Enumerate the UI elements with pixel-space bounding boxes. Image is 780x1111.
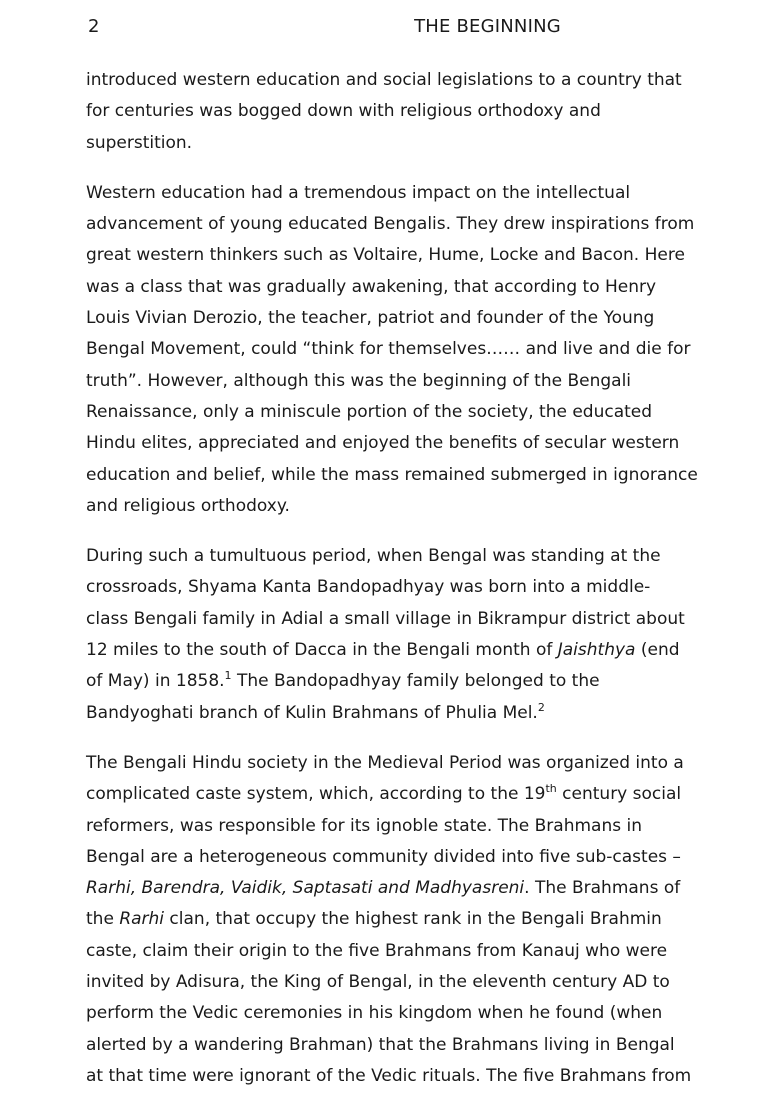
running-title: THE BEGINNING	[414, 16, 561, 37]
text-run: The Bandopadhyay family belonged to the	[231, 671, 600, 692]
text-line	[86, 666, 716, 697]
superscript: th	[545, 782, 557, 796]
italic-term: Rarhi	[119, 909, 165, 930]
text-line: Bengal are a heterogeneous community divided into five sub-castes –	[86, 846, 681, 867]
text-run: Bandyoghati branch of Kulin Brahmans of Phulia Mel.	[86, 702, 538, 723]
text-line	[86, 904, 716, 935]
footnote-ref: 1	[224, 669, 232, 683]
text-line: reformers, was responsible for its ignoble state. The Brahmans in	[86, 815, 643, 836]
text-line	[86, 873, 716, 904]
text-run: of May) in 1858.	[86, 671, 225, 692]
text-run: 12 miles to the south of Dacca in the Bengali month of	[86, 640, 558, 661]
text-line: invited by Adisura, the King of Bengal, in the eleventh century AD to	[86, 972, 670, 993]
footnote-ref: 2	[537, 700, 545, 714]
text-line: alerted by a wandering Brahman) that the Brahmans living in Bengal	[86, 1034, 675, 1055]
paragraph-4	[86, 748, 716, 1092]
italic-term: Rarhi, Barendra, Vaidik, Saptasati and Madhyasreni	[86, 878, 525, 899]
text-line	[86, 635, 716, 666]
text-line: truth”. However, although this was the beginning of the Bengali	[86, 370, 632, 391]
text-line: superstition.	[86, 132, 193, 153]
page-number: 2	[88, 16, 100, 37]
text-line: and religious orthodoxy.	[86, 495, 290, 516]
text-line: class Bengali family in Adial a small village in Bikrampur district about	[86, 608, 685, 629]
text-line: Bengal Movement, could “think for themselves…… and live and die for	[86, 339, 691, 360]
text-run: . The Brahmans of	[524, 878, 681, 899]
text-line: advancement of young educated Bengalis. They drew inspirations from	[86, 214, 695, 235]
text-line: During such a tumultuous period, when Bengal was standing at the	[86, 546, 661, 567]
text-run: century social	[556, 784, 682, 805]
text-line: at that time were ignorant of the Vedic rituals. The five Brahmans from	[86, 1065, 692, 1086]
text-run: (end	[635, 640, 680, 661]
text-line: Louis Vivian Derozio, the teacher, patriot and founder of the Young	[86, 308, 655, 329]
text-run: the	[86, 909, 120, 930]
text-line: for centuries was bogged down with religious orthodoxy and	[86, 101, 601, 122]
italic-term: Jaishthya	[557, 640, 636, 661]
paragraph-2	[86, 178, 716, 522]
text-run: complicated caste system, which, according to the 19	[86, 784, 546, 805]
text-line: introduced western education and social legislations to a country that	[86, 70, 682, 90]
text-run: clan, that occupy the highest rank in the Bengali Brahmin	[164, 909, 662, 930]
body-text	[86, 65, 716, 1111]
text-line: The Bengali Hindu society in the Medieval Period was organized into a	[86, 752, 684, 773]
text-line: great western thinkers such as Voltaire, Hume, Locke and Bacon. Here	[86, 245, 685, 266]
text-line: crossroads, Shyama Kanta Bandopadhyay was born into a middle-	[86, 577, 651, 598]
text-line	[86, 698, 716, 729]
text-line: caste, claim their origin to the five Brahmans from Kanauj who were	[86, 940, 668, 961]
paragraph-1	[86, 65, 716, 159]
text-line: perform the Vedic ceremonies in his kingdom when he found (when	[86, 1003, 663, 1024]
paragraph-3	[86, 541, 716, 729]
text-line: Hindu elites, appreciated and enjoyed the benefits of secular western	[86, 433, 680, 454]
text-line: education and belief, while the mass remained submerged in ignorance	[86, 464, 698, 485]
text-line: was a class that was gradually awakening, that according to Henry	[86, 276, 657, 297]
text-line: Renaissance, only a miniscule portion of the society, the educated	[86, 401, 653, 422]
text-line: Western education had a tremendous impact on the intellectual	[86, 182, 631, 203]
text-line	[86, 779, 716, 810]
